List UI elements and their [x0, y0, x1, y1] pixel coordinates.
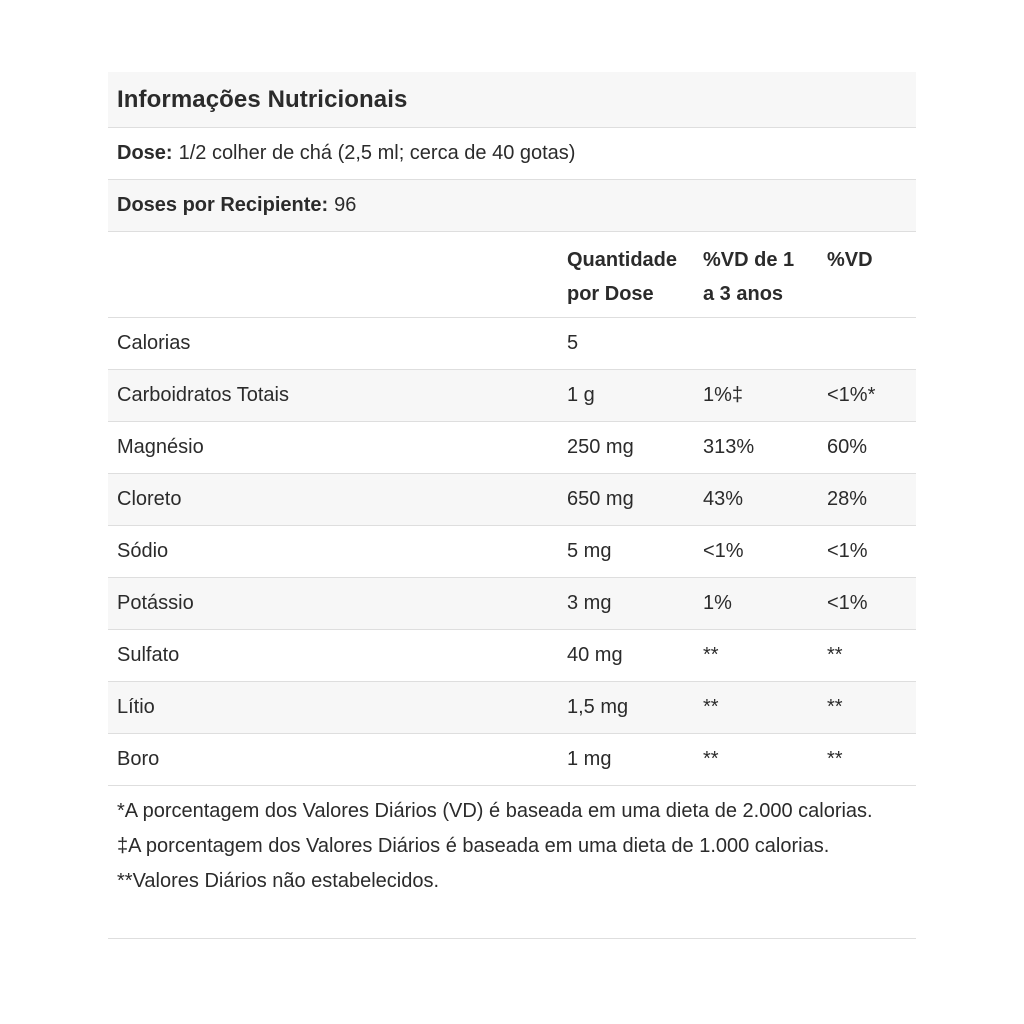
amount-per-dose: 1 g — [567, 384, 595, 406]
table-row — [108, 578, 916, 630]
nutrient-name: Boro — [117, 748, 160, 770]
dv-child: 1%‡ — [703, 384, 744, 406]
nutrient-name: Sódio — [117, 540, 169, 562]
table-row — [108, 630, 916, 682]
header-dv-child — [694, 243, 818, 311]
header-amount — [558, 243, 694, 311]
table-row — [108, 422, 916, 474]
header-amount-line1: Quantidade — [567, 249, 678, 271]
nutrient-name: Sulfato — [117, 644, 180, 666]
header-amount-line2: por Dose — [567, 283, 654, 305]
dose-value: 1/2 colher de chá (2,5 ml; cerca de 40 gotas) — [178, 142, 576, 164]
table-row — [108, 370, 916, 422]
amount-per-dose: 1,5 mg — [567, 696, 629, 718]
servings-row — [108, 180, 916, 232]
table-header-row — [108, 232, 916, 318]
header-dv-child-line2: a 3 anos — [703, 283, 784, 305]
dv-value: ** — [827, 696, 843, 718]
nutrient-name: Carboidratos Totais — [117, 384, 289, 406]
table-row — [108, 682, 916, 734]
servings-label: Doses por Recipiente: — [117, 194, 329, 216]
dv-child: 313% — [703, 436, 755, 458]
table-body — [108, 318, 916, 786]
dose-label: Dose: — [117, 142, 173, 164]
page-title: Informações Nutricionais — [117, 85, 408, 113]
nutrient-name: Calorias — [117, 332, 191, 354]
amount-per-dose: 1 mg — [567, 748, 612, 770]
dv-value: ** — [827, 748, 843, 770]
footnote-not-established: **Valores Diários não estabelecidos. — [117, 870, 440, 892]
amount-per-dose: 650 mg — [567, 488, 634, 510]
table-row — [108, 526, 916, 578]
nutrient-name: Cloreto — [117, 488, 182, 510]
dv-value: <1% — [827, 592, 868, 614]
amount-per-dose: 3 mg — [567, 592, 612, 614]
table-row — [108, 474, 916, 526]
dv-value: 60% — [827, 436, 868, 458]
nutrient-name: Lítio — [117, 696, 155, 718]
dv-child: 43% — [703, 488, 744, 510]
dose-row — [108, 128, 916, 180]
amount-per-dose: 250 mg — [567, 436, 634, 458]
dv-child: 1% — [703, 592, 732, 614]
dv-child: ** — [703, 748, 719, 770]
table-row — [108, 734, 916, 786]
dv-child: ** — [703, 696, 719, 718]
dv-value: 28% — [827, 488, 868, 510]
dv-value: <1%* — [827, 384, 876, 406]
dv-child: <1% — [703, 540, 744, 562]
table-row — [108, 318, 916, 370]
nutrition-facts-panel — [108, 72, 916, 939]
amount-per-dose: 40 mg — [567, 644, 623, 666]
title-row — [108, 72, 916, 128]
amount-per-dose: 5 mg — [567, 540, 612, 562]
dv-value: <1% — [827, 540, 868, 562]
nutrient-name: Potássio — [117, 592, 194, 614]
header-dv: %VD — [827, 249, 873, 271]
nutrient-name: Magnésio — [117, 436, 204, 458]
servings-value: 96 — [334, 194, 357, 216]
footnotes — [108, 786, 916, 939]
header-dv-child-line1: %VD de 1 — [703, 249, 795, 271]
amount-per-dose: 5 — [567, 332, 579, 354]
footnote-daily-value: *A porcentagem dos Valores Diários (VD) é baseada em uma dieta de 2.000 calorias. — [117, 800, 873, 822]
dv-child: ** — [703, 644, 719, 666]
footnote-child-daily-value: ‡A porcentagem dos Valores Diários é baseada em uma dieta de 1.000 calorias. — [117, 835, 830, 857]
dv-value: ** — [827, 644, 843, 666]
